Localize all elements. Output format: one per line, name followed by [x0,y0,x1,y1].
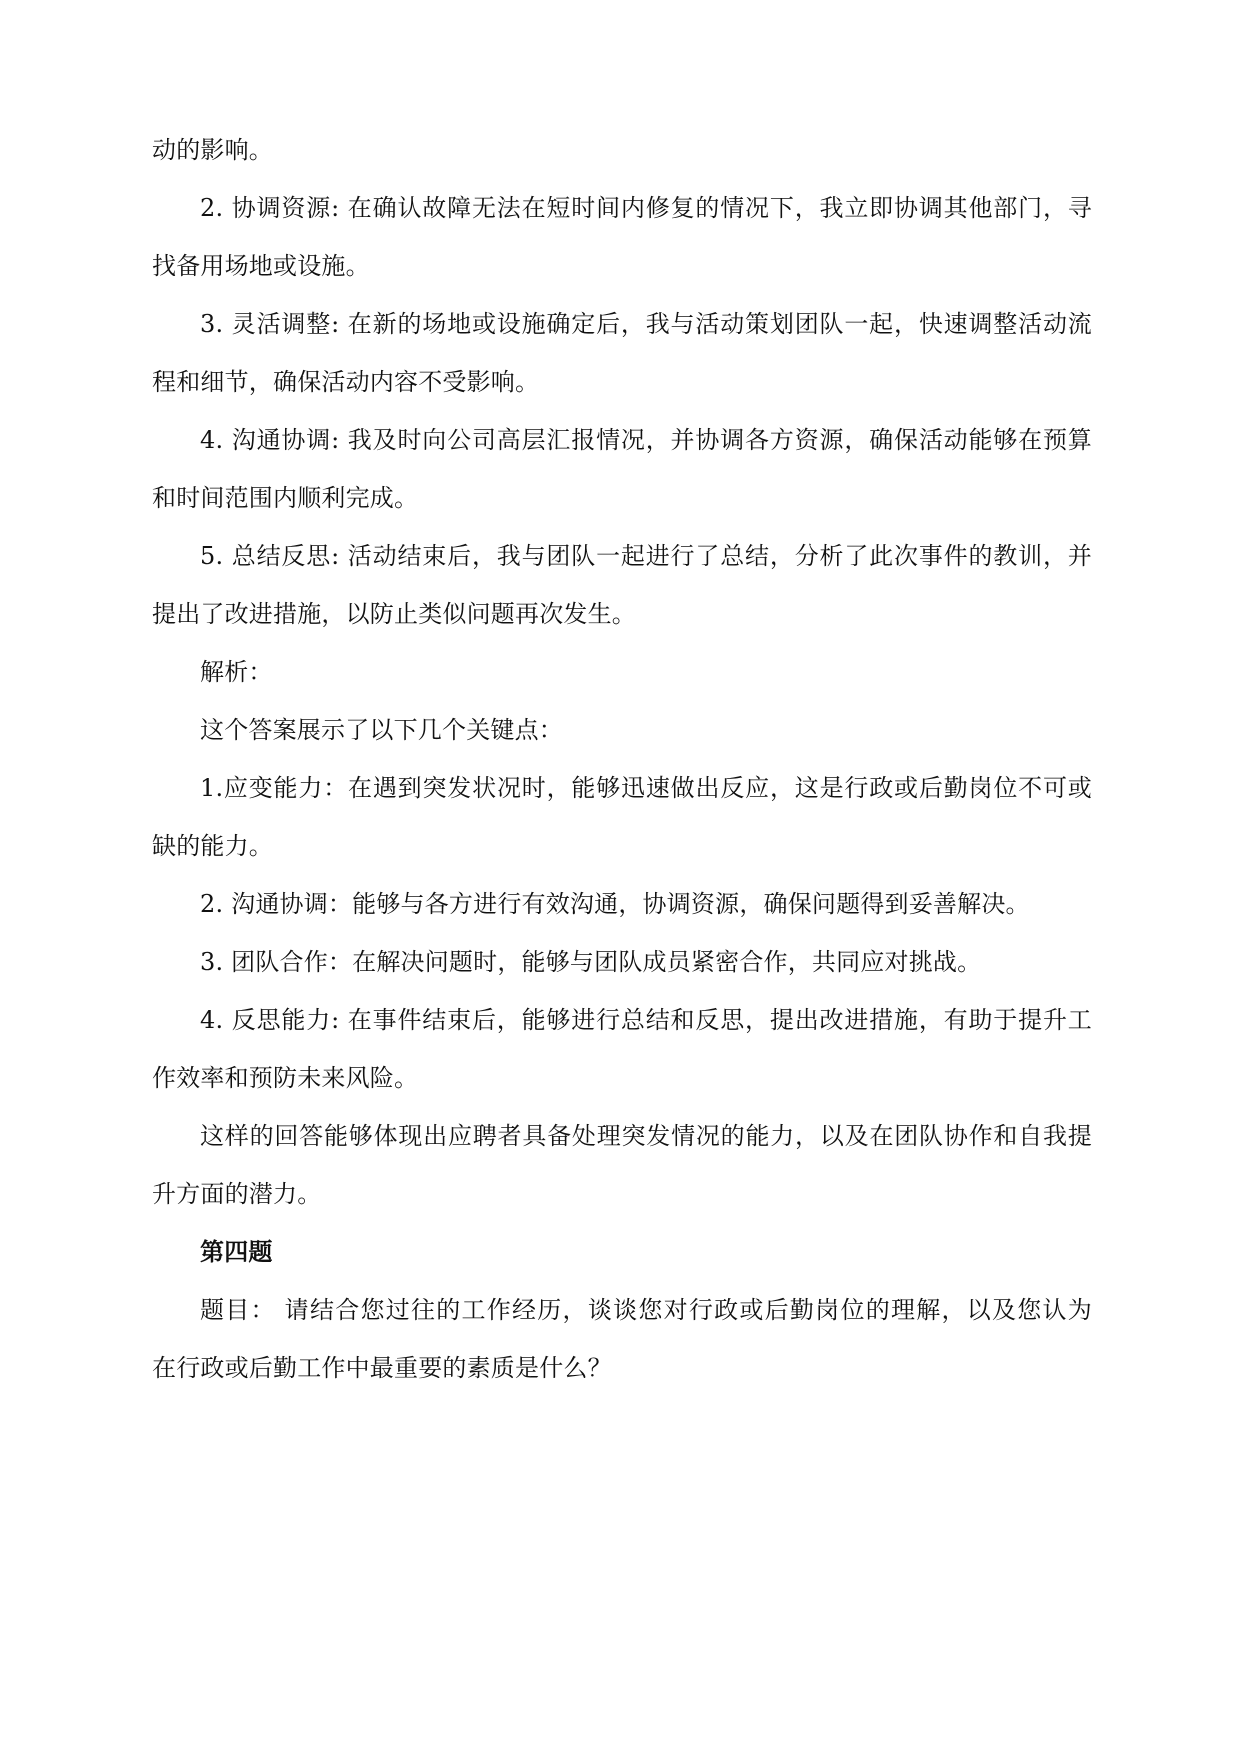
paragraph-line: 4. 沟通协调: 我及时向公司高层汇报情况，并协调各方资源，确保活动能够在预算 [200,426,1092,454]
paragraph-line: 3. 团队合作：在解决问题时，能够与团队成员紧密合作，共同应对挑战。 [200,948,982,976]
paragraph-line: 3. 灵活调整: 在新的场地或设施确定后，我与活动策划团队一起，快速调整活动流 [200,310,1092,338]
paragraph-line: 和时间范围内顺利完成。 [152,484,419,512]
paragraph-line: 缺的能力。 [152,832,273,860]
paragraph-line: 2. 协调资源: 在确认故障无法在短时间内修复的情况下，我立即协调其他部门，寻 [200,194,1092,222]
paragraph-line: 这样的回答能够体现出应聘者具备处理突发情况的能力，以及在团队协作和自我提 [200,1122,1092,1150]
section-label: 解析： [200,658,273,686]
section-heading: 第四题 [200,1237,273,1266]
paragraph-line: 1.应变能力：在遇到突发状况时，能够迅速做出反应，这是行政或后勤岗位不可或 [200,774,1092,802]
paragraph-line: 提出了改进措施，以防止类似问题再次发生。 [152,600,636,628]
paragraph-line: 升方面的潜力。 [152,1180,322,1208]
paragraph-line: 动的影响。 [152,136,273,164]
paragraph-line: 作效率和预防未来风险。 [152,1064,419,1092]
paragraph-line: 题目： 请结合您过往的工作经历，谈谈您对行政或后勤岗位的理解，以及您认为 [200,1296,1092,1324]
paragraph-line: 在行政或后勤工作中最重要的素质是什么？ [152,1354,612,1382]
paragraph-line: 2. 沟通协调：能够与各方进行有效沟通，协调资源，确保问题得到妥善解决。 [200,890,1030,918]
paragraph-line: 程和细节，确保活动内容不受影响。 [152,368,540,396]
paragraph-line: 5. 总结反思: 活动结束后，我与团队一起进行了总结，分析了此次事件的教训，并 [200,542,1092,570]
paragraph-line: 4. 反思能力: 在事件结束后，能够进行总结和反思，提出改进措施，有助于提升工 [200,1006,1092,1034]
paragraph-line: 找备用场地或设施。 [152,252,370,280]
paragraph-line: 这个答案展示了以下几个关键点： [200,716,563,744]
